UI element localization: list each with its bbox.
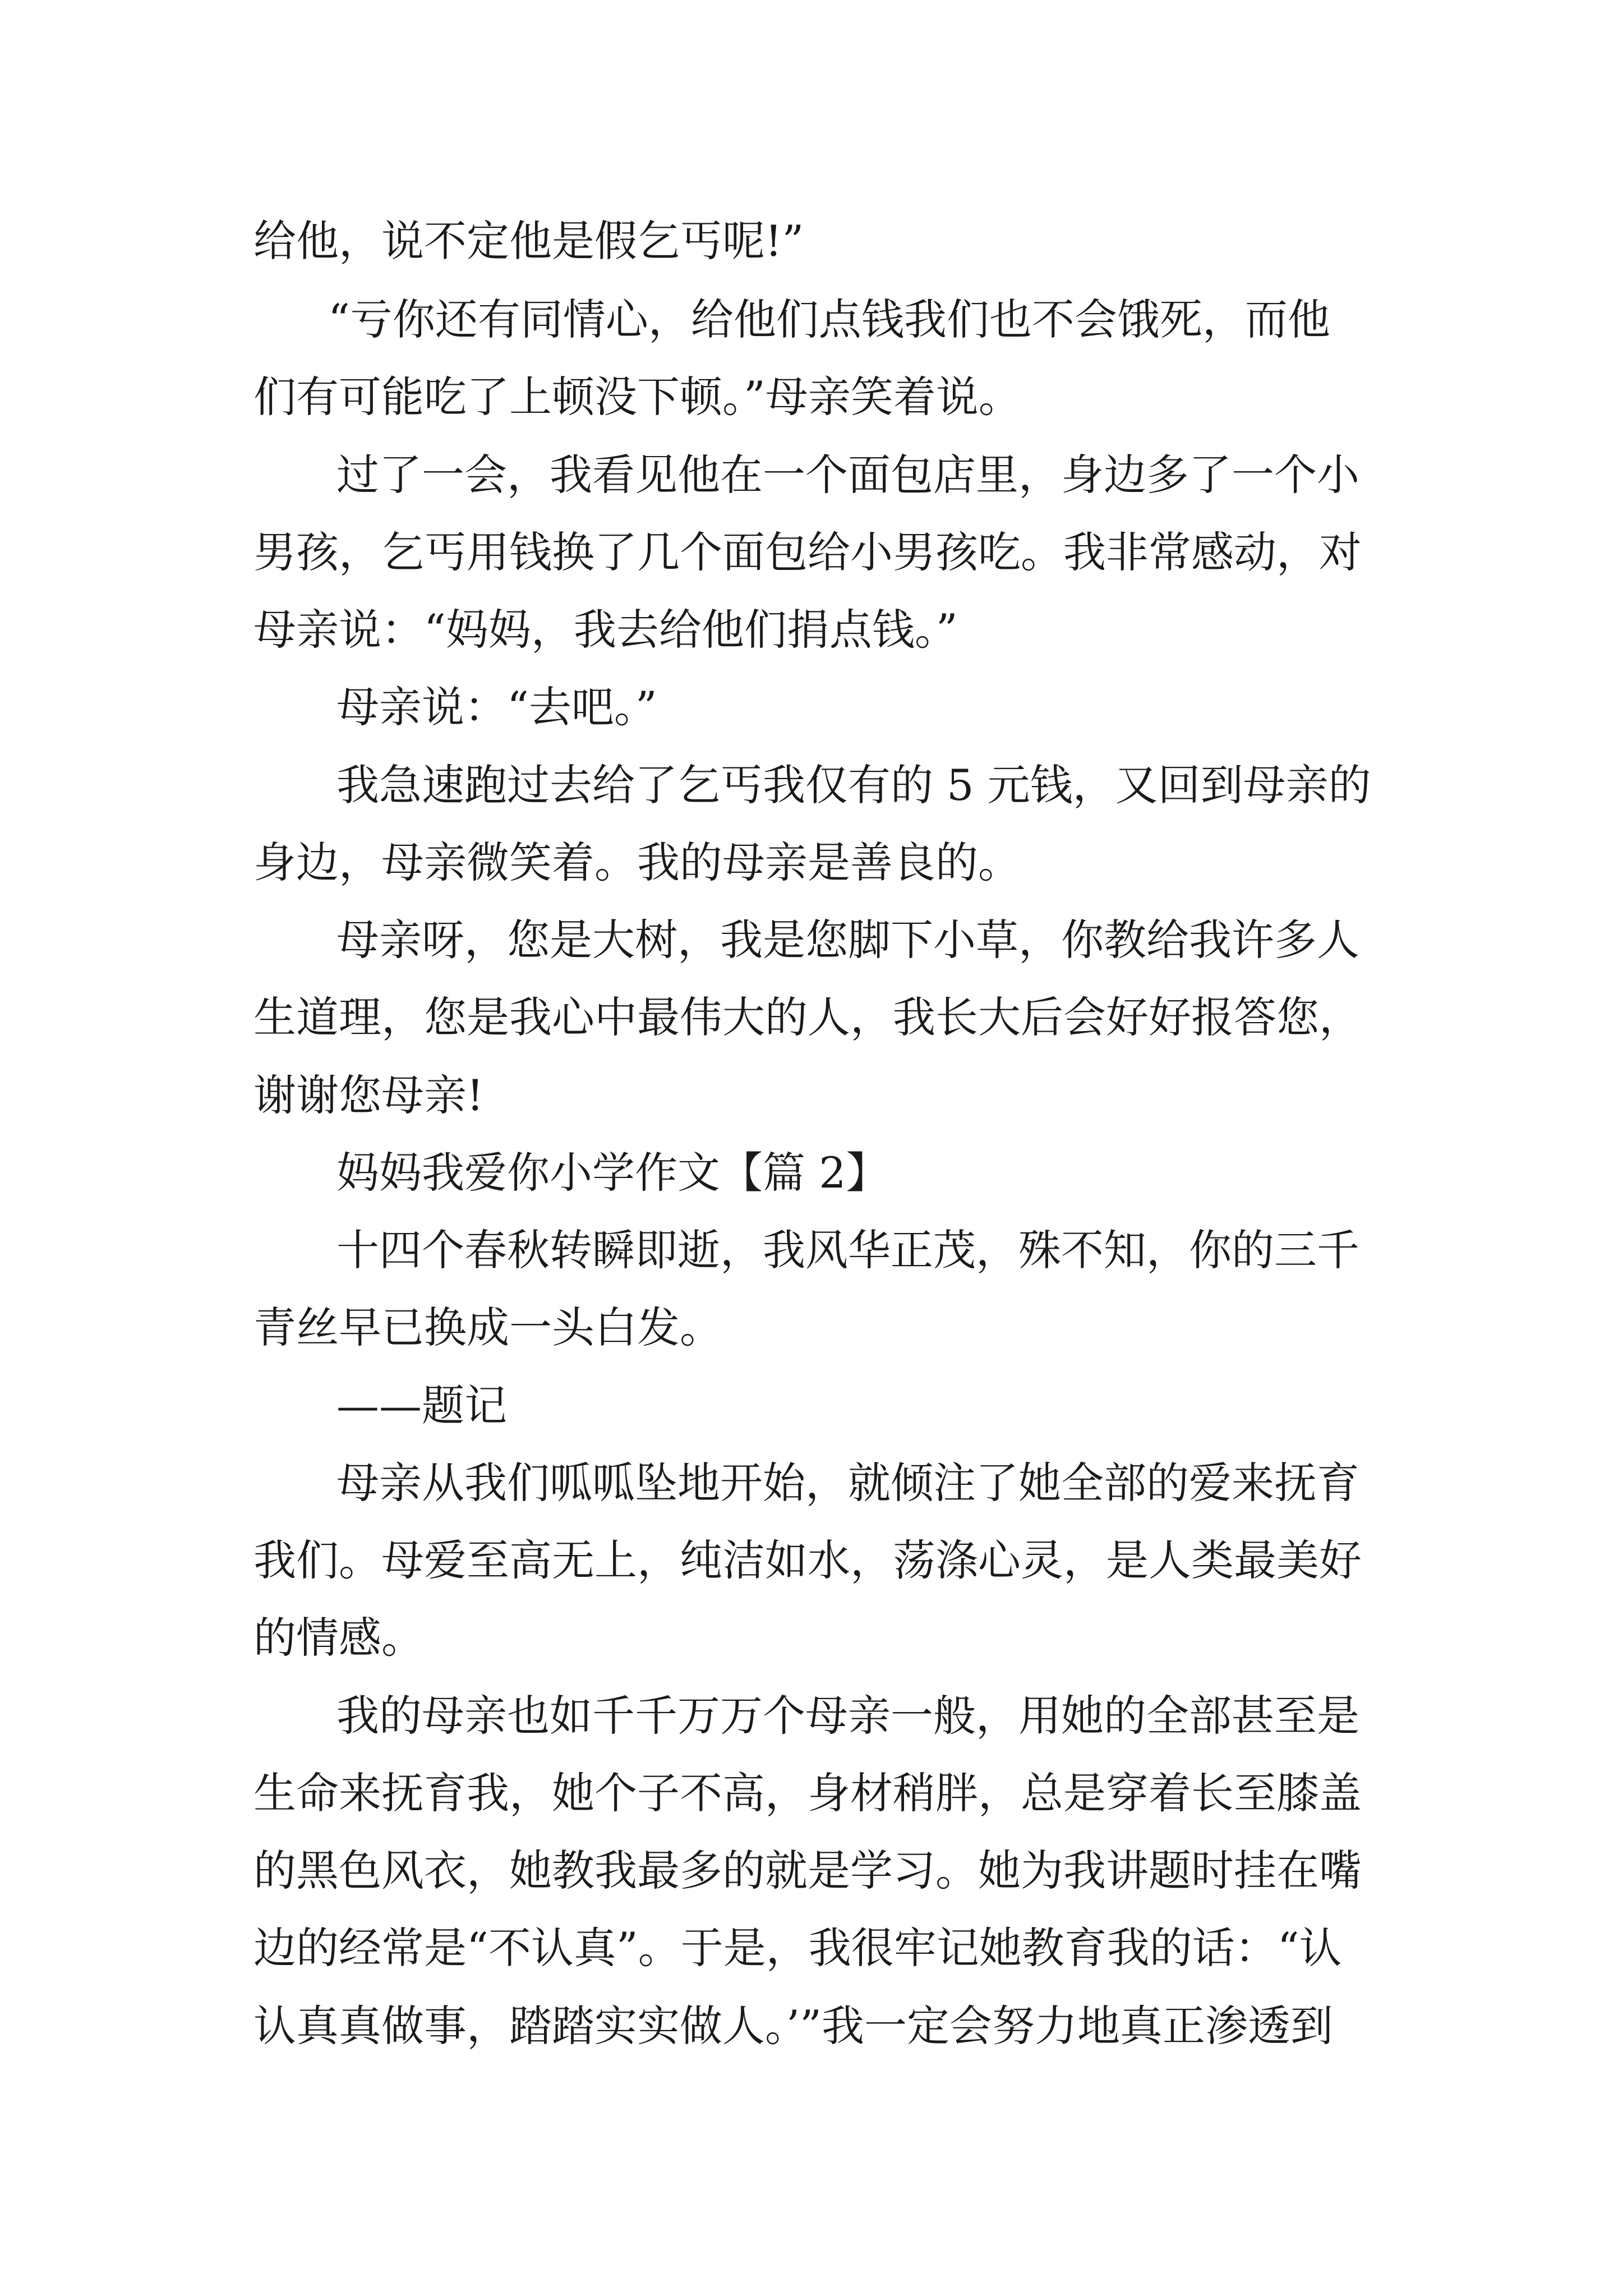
text-line: 的情感。 xyxy=(253,1613,424,1663)
text-line: 我急速跑过去给了乞丐我仅有的 5 元钱，又回到母亲的 xyxy=(336,760,1371,810)
text-line: 们有可能吃了上顿没下顿。”母亲笑着说。 xyxy=(253,372,1021,422)
text-line: 母亲从我们呱呱坠地开始，就倾注了她全部的爱来抚育 xyxy=(336,1458,1359,1508)
text-line: 生道理，您是我心中最伟大的人，我长大后会好好报答您， xyxy=(253,992,1362,1042)
text-line: 十四个春秋转瞬即逝，我风华正茂，殊不知，你的三千 xyxy=(336,1225,1359,1275)
text-line: 青丝早已换成一头白发。 xyxy=(253,1303,722,1352)
section-heading: 妈妈我爱你小学作文【篇 2】 xyxy=(336,1148,889,1198)
text-line: 边的经常是“不认真”。于是，我很牢记她教育我的话：“认 xyxy=(253,1923,1342,1973)
text-line: 生命来抚育我，她个子不高，身材稍胖，总是穿着长至膝盖 xyxy=(253,1768,1362,1818)
text-line: 过了一会，我看见他在一个面包店里，身边多了一个小 xyxy=(336,450,1359,500)
text-line: 我们。母爱至高无上，纯洁如水，荡涤心灵，是人类最美好 xyxy=(253,1535,1362,1585)
text-line: 认真真做事，踏踏实实做人。’”我一定会努力地真正渗透到 xyxy=(253,2001,1334,2051)
text-line: 谢谢您母亲! xyxy=(253,1070,484,1120)
text-line: 母亲说：“妈妈，我去给他们捐点钱。” xyxy=(253,605,958,655)
text-line: 身边，母亲微笑着。我的母亲是善良的。 xyxy=(253,838,1021,887)
text-line: 母亲呀，您是大树，我是您脚下小草，你教给我许多人 xyxy=(336,915,1359,965)
text-line: “亏你还有同情心，给他们点钱我们也不会饿死，而他 xyxy=(328,295,1330,344)
text-line: 给他，说不定他是假乞丐呢!” xyxy=(253,216,804,266)
epigraph-attribution: ——题记 xyxy=(336,1381,507,1430)
text-line: 母亲说：“去吧。” xyxy=(336,682,657,732)
text-line: 男孩，乞丐用钱换了几个面包给小男孩吃。我非常感动，对 xyxy=(253,527,1362,577)
text-line: 我的母亲也如千千万万个母亲一般，用她的全部甚至是 xyxy=(336,1691,1359,1741)
text-line: 的黑色风衣，她教我最多的就是学习。她为我讲题时挂在嘴 xyxy=(253,1846,1362,1895)
